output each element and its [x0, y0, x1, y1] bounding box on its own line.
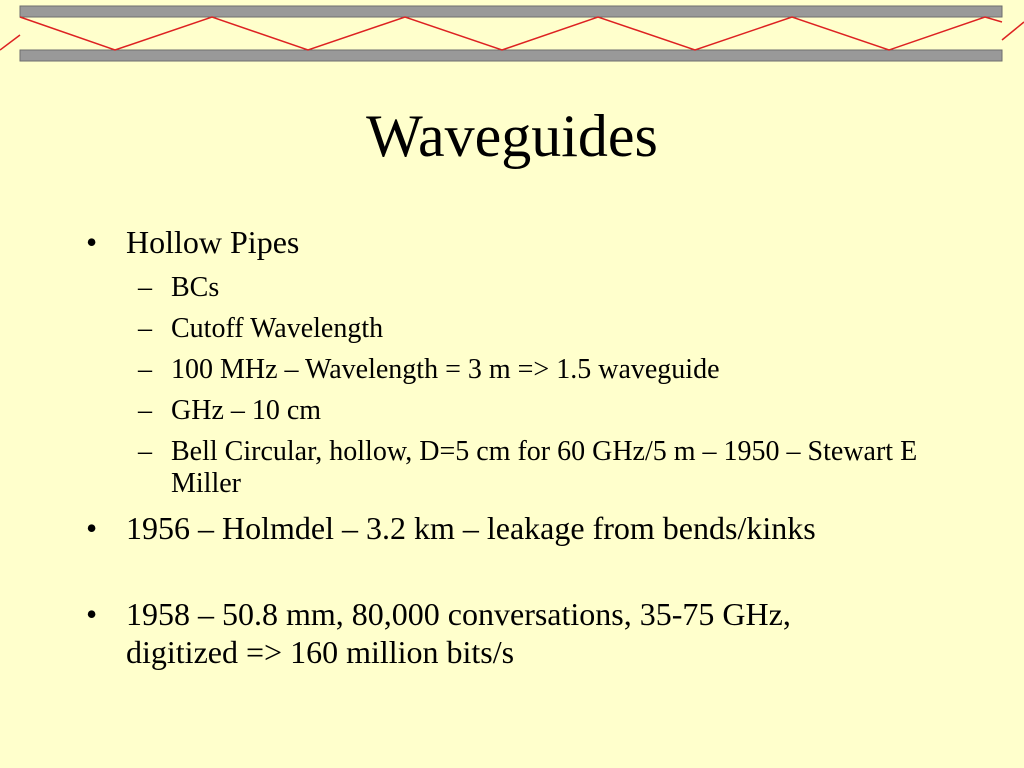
sub-bullet-text: Bell Circular, hollow, D=5 cm for 60 GHz/5 m – 1950 – Stewart E Miller: [171, 436, 918, 499]
sub-bullet-bell-circular: [138, 436, 921, 500]
sub-bullet-marker: –: [138, 395, 152, 426]
sub-bullet-text: Cutoff Wavelength: [171, 313, 384, 344]
sub-bullet-text: BCs: [171, 272, 220, 303]
bullet-1958: [86, 595, 886, 671]
bullet-text: 1958 – 50.8 mm, 80,000 conversations, 35-75 GHz, digitized => 160 million bits/s: [126, 596, 791, 670]
sub-bullet-text: 100 MHz – Wavelength = 3 m => 1.5 waveguide: [171, 354, 720, 385]
bullet-marker: •: [86, 224, 98, 260]
sub-bullet-text: GHz – 10 cm: [171, 395, 322, 426]
bullet-hollow-pipes: [86, 223, 886, 261]
sub-bullet-marker: –: [138, 354, 152, 385]
bullet-text: Hollow Pipes: [126, 224, 300, 260]
sub-bullet-bcs: [138, 272, 931, 304]
sub-bullet-cutoff-wavelength: [138, 313, 931, 345]
sub-bullet-ghz: [138, 395, 931, 427]
bullet-marker: •: [86, 596, 98, 632]
slide-title: Waveguides: [366, 103, 658, 169]
sub-bullet-100mhz: [138, 354, 931, 386]
sub-bullet-marker: –: [138, 313, 152, 344]
bullet-text: 1956 – Holmdel – 3.2 km – leakage from bends/kinks: [126, 510, 816, 546]
sub-bullet-marker: –: [138, 272, 152, 303]
sub-bullet-marker: –: [138, 436, 152, 467]
bullet-marker: •: [86, 510, 98, 546]
bullet-1956-holmdel: [86, 509, 826, 547]
